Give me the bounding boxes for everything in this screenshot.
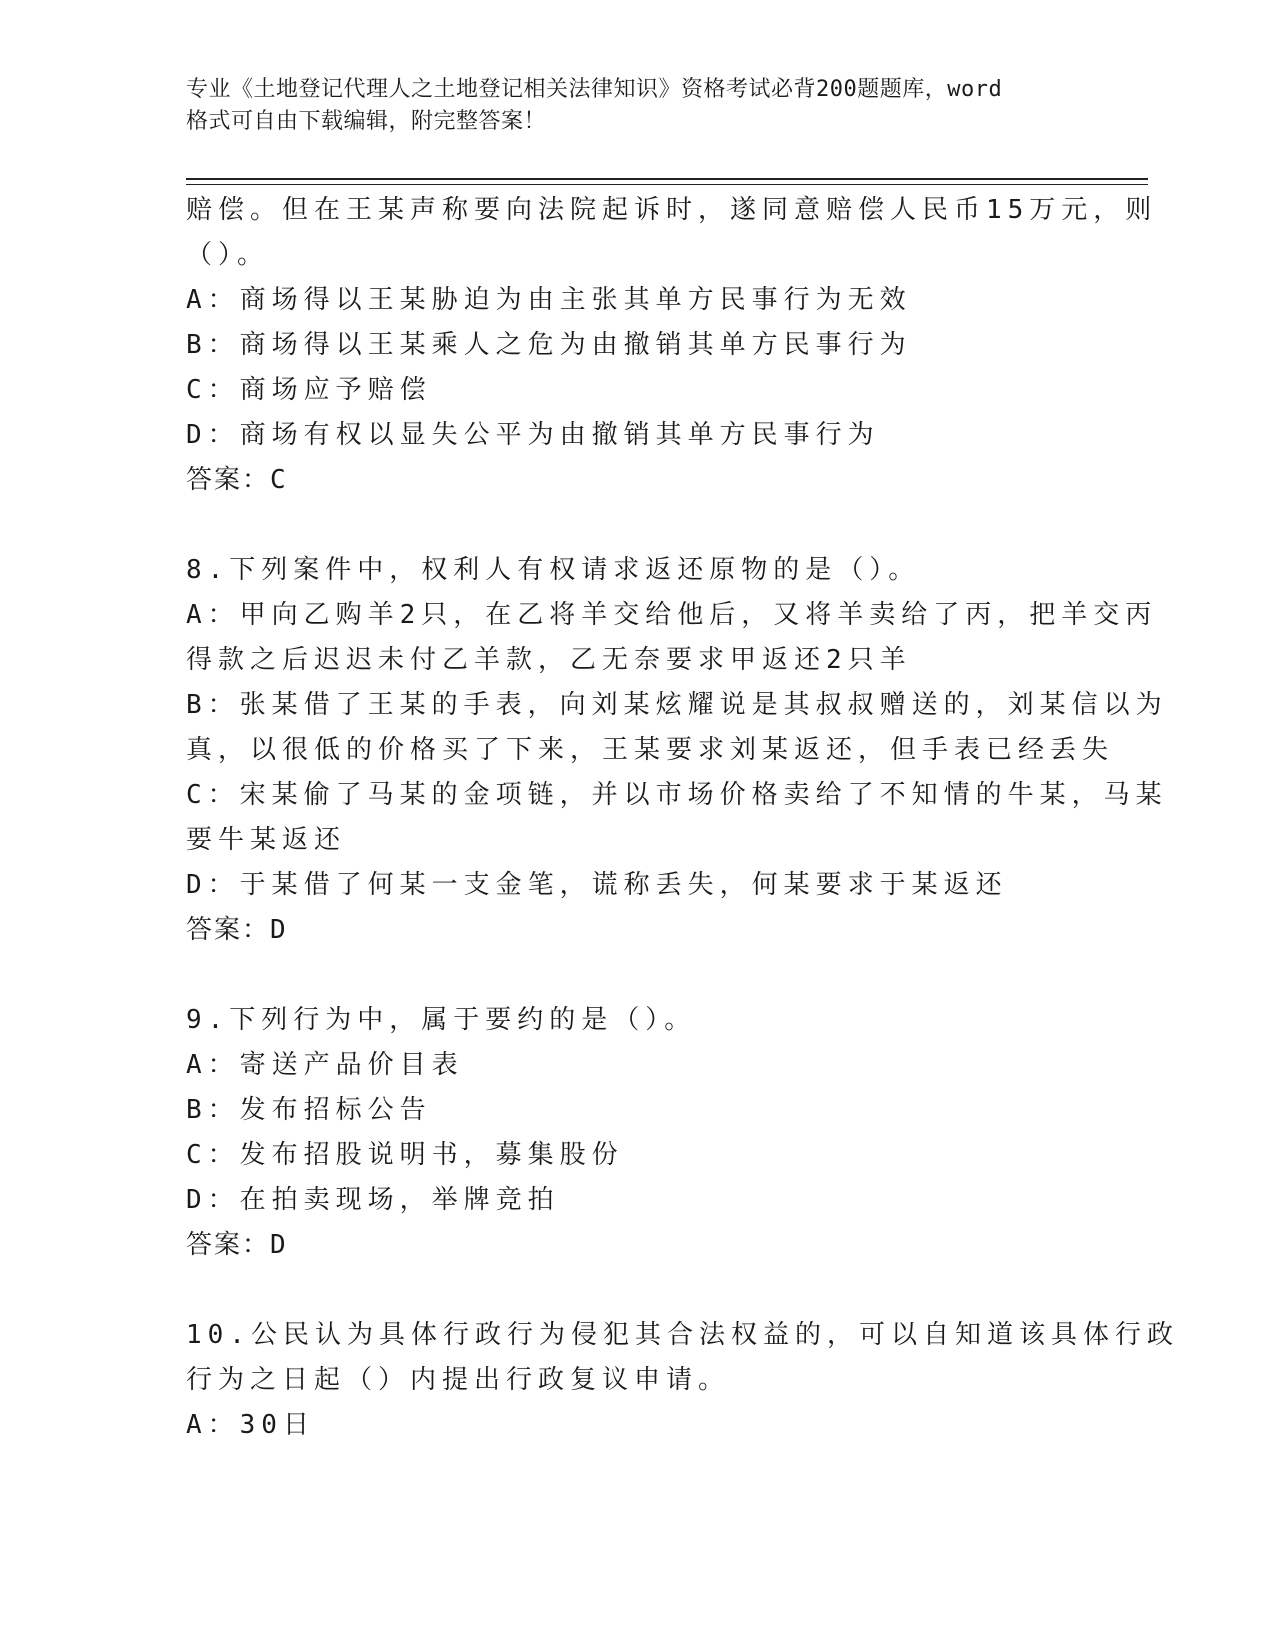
option-c: C：发布招股说明书，募集股份	[186, 1140, 624, 1170]
spacer	[186, 503, 1086, 548]
header-rule-thick	[186, 178, 1148, 180]
option-d: D：于某借了何某一支金笔，谎称丢失，何某要求于某返还	[186, 870, 1008, 900]
spacer	[186, 1268, 1086, 1313]
option-b: B：发布招标公告	[186, 1095, 432, 1125]
question-10	[186, 1313, 1179, 1448]
header-line-2: 格式可自由下载编辑，附完整答案！	[186, 109, 547, 134]
option-d: D：商场有权以显失公平为由撤销其单方民事行为	[186, 420, 880, 450]
answer: 答案：C	[186, 465, 288, 495]
question-8	[186, 548, 1168, 953]
question-7	[186, 188, 1158, 503]
option-b-continued: 真，以很低的价格买了下来，王某要求刘某返还，但手表已经丢失	[186, 735, 1115, 765]
question-stem-continued: 行为之日起（）内提出行政复议申请。	[186, 1365, 731, 1395]
option-c-continued: 要牛某返还	[186, 825, 347, 855]
question-stem: 赔偿。但在王某声称要向法院起诉时，遂同意赔偿人民币15万元，则	[186, 195, 1158, 225]
header-rule-thin	[186, 184, 1148, 185]
document-body	[186, 188, 1179, 1448]
option-b: B：张某借了王某的手表，向刘某炫耀说是其叔叔赠送的，刘某信以为	[186, 690, 1168, 720]
document-header	[186, 74, 1086, 138]
answer: 答案：D	[186, 1230, 288, 1260]
spacer	[186, 953, 1086, 998]
question-stem: 10.公民认为具体行政行为侵犯其合法权益的，可以自知道该具体行政	[186, 1320, 1179, 1350]
option-c: C：宋某偷了马某的金项链，并以市场价格卖给了不知情的牛某，马某	[186, 780, 1168, 810]
option-a: A：商场得以王某胁迫为由主张其单方民事行为无效	[186, 285, 912, 315]
option-a: A：30日	[186, 1410, 315, 1440]
question-stem: （）。	[186, 240, 270, 270]
option-a: A：甲向乙购羊2只，在乙将羊交给他后，又将羊卖给了丙，把羊交丙	[186, 600, 1158, 630]
header-line-1: 专业《土地登记代理人之土地登记相关法律知识》资格考试必背200题题库，word	[186, 77, 1003, 102]
answer: 答案：D	[186, 915, 288, 945]
question-9	[186, 998, 1086, 1268]
option-d: D：在拍卖现场，举牌竞拍	[186, 1185, 560, 1215]
option-a: A：寄送产品价目表	[186, 1050, 464, 1080]
question-stem: 8.下列案件中，权利人有权请求返还原物的是（）。	[186, 555, 921, 585]
option-c: C：商场应予赔偿	[186, 375, 432, 405]
question-stem: 9.下列行为中，属于要约的是（）。	[186, 1005, 697, 1035]
option-b: B：商场得以王某乘人之危为由撤销其单方民事行为	[186, 330, 912, 360]
option-a-continued: 得款之后迟迟未付乙羊款，乙无奈要求甲返还2只羊	[186, 645, 912, 675]
